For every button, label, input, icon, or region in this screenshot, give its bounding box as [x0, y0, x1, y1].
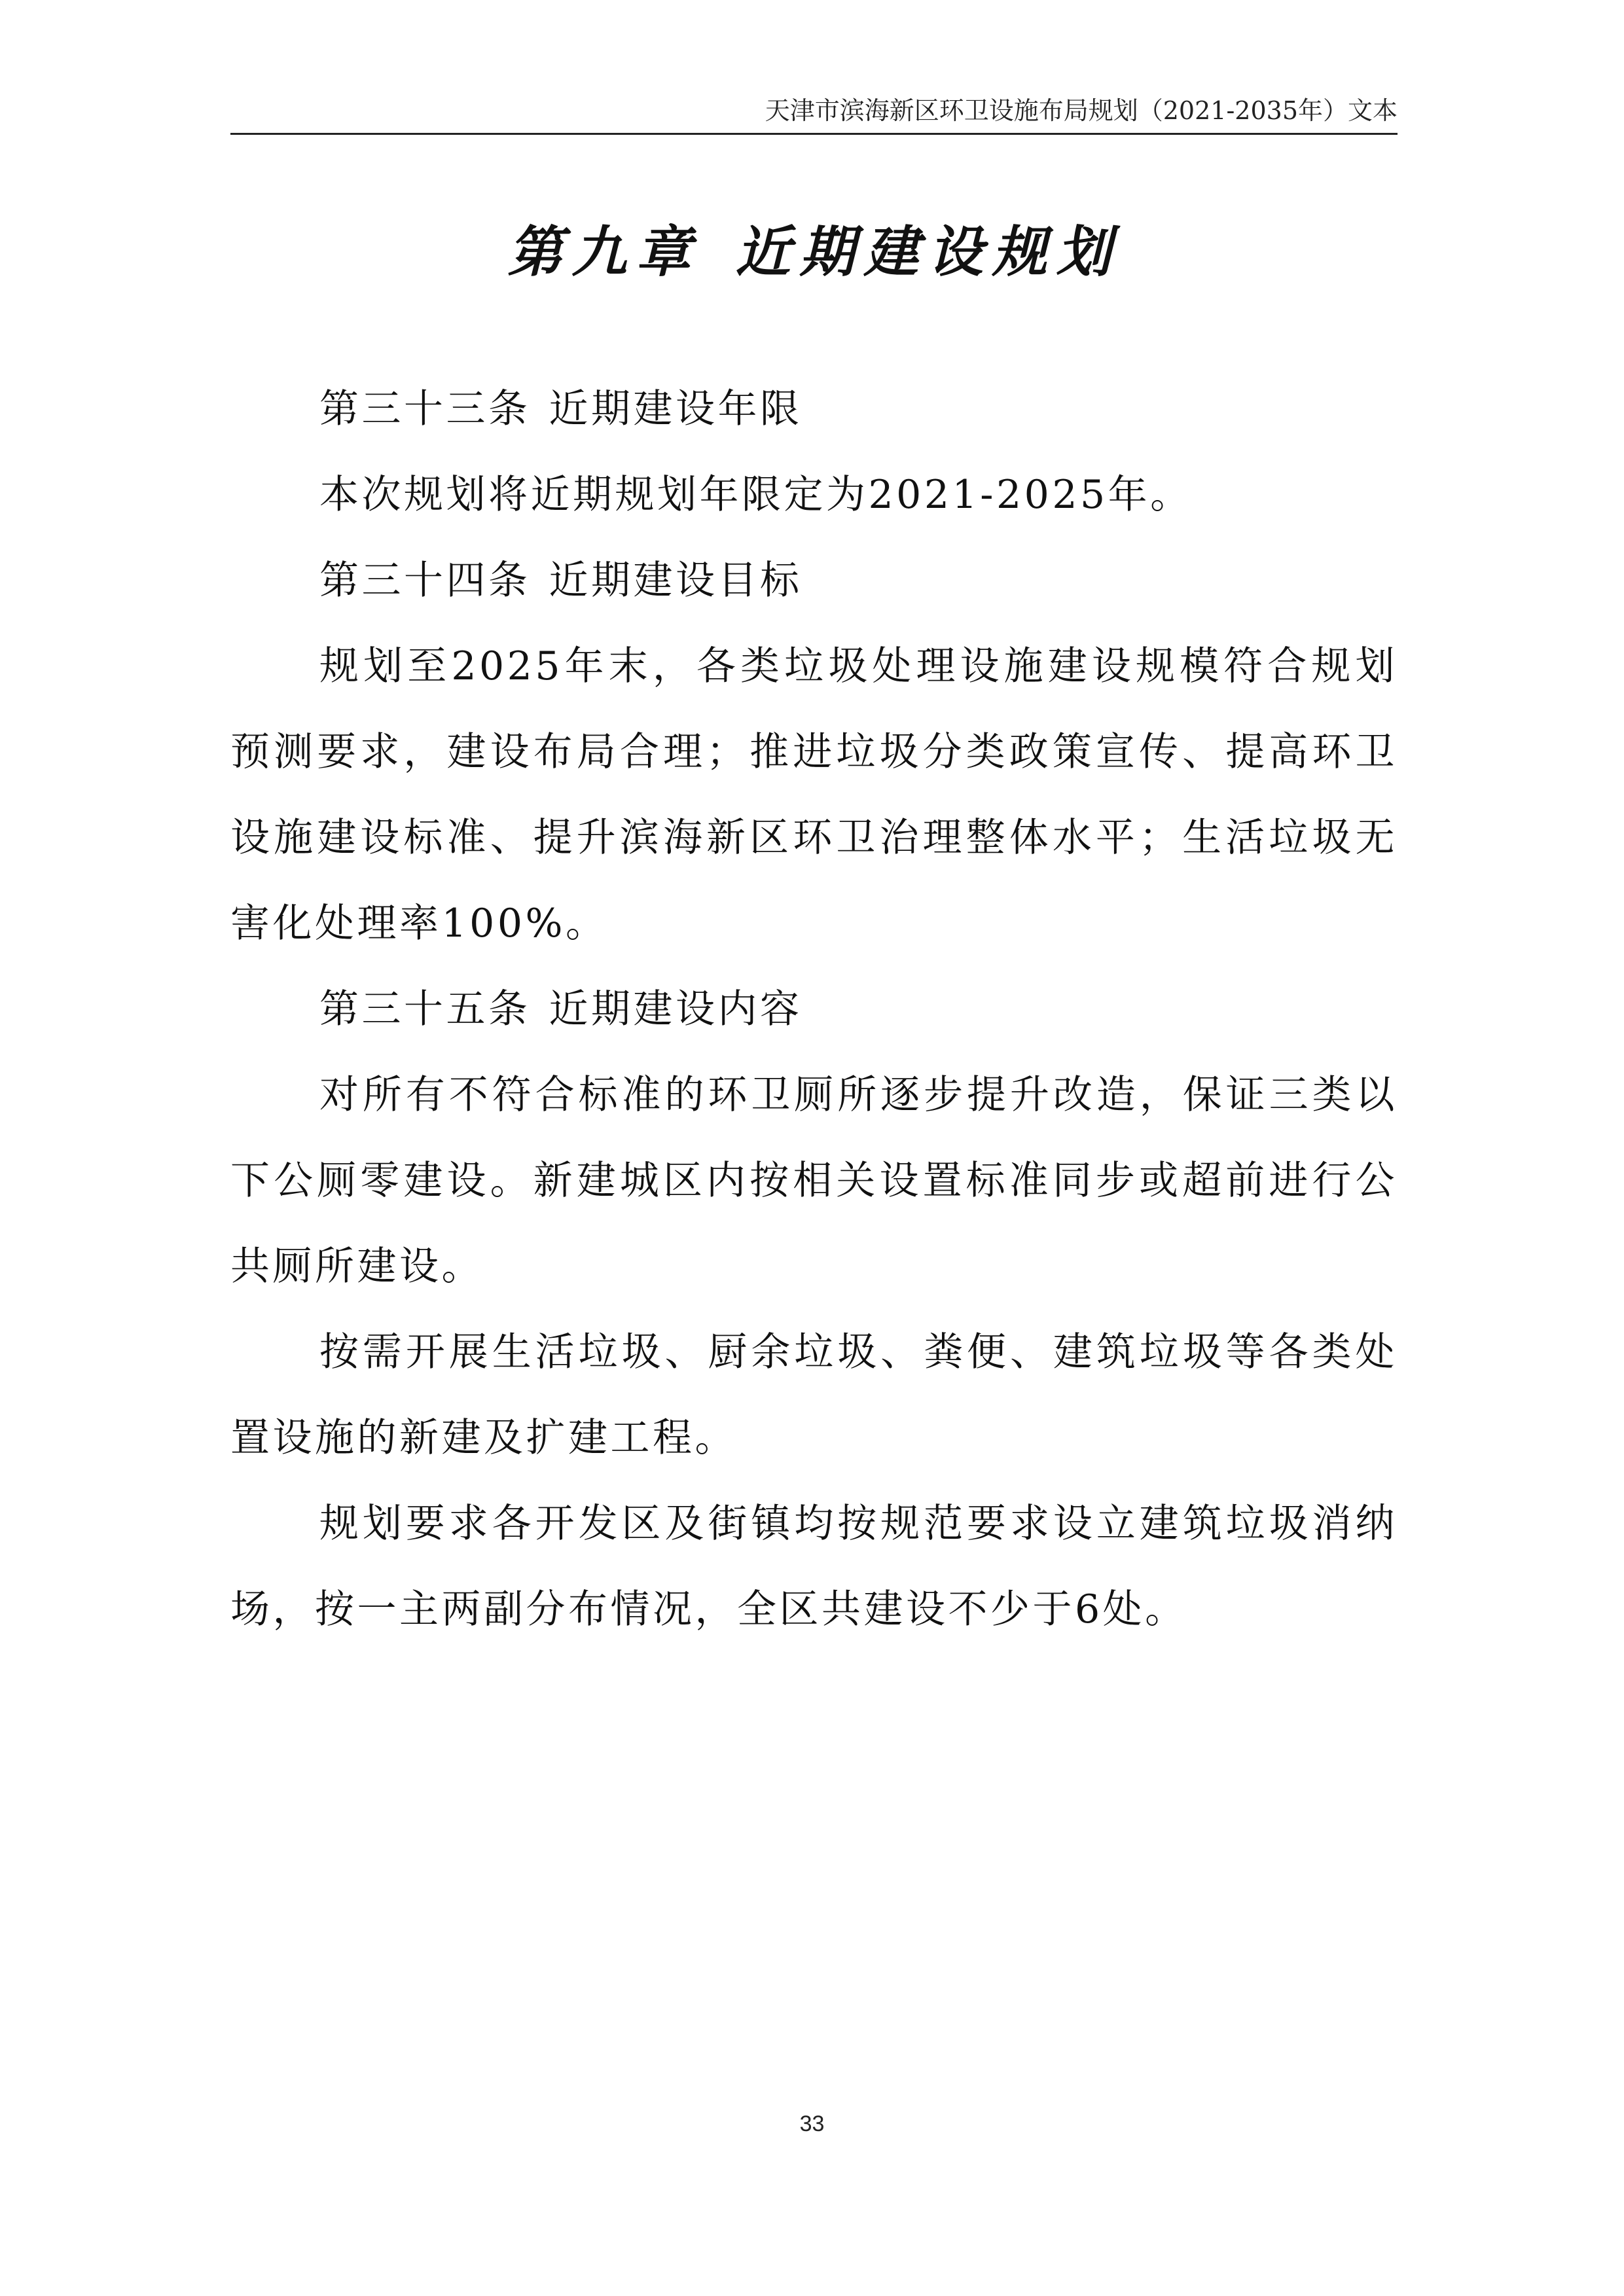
running-header: [230, 85, 1398, 135]
paragraph: 规划至2025年末，各类垃圾处理设施建设规模符合规划预测要求，建设布局合理；推进垃圾分类政策宣传、提高环卫设施建设标准、提升滨海新区环卫治理整体水平；生活垃圾无害化处理率100%。: [230, 643, 1398, 946]
paragraph: 按需开展生活垃圾、厨余垃圾、粪便、建筑垃圾等各类处置设施的新建及扩建工程。: [230, 1329, 1398, 1461]
article-number: 第三十四条: [319, 558, 531, 603]
article-number: 第三十五条: [319, 986, 531, 1032]
paragraph: 本次规划将近期规划年限定为2021-2025年。: [319, 472, 1193, 518]
article-heading: [230, 967, 1398, 1052]
article-title: 近期建设内容: [549, 986, 803, 1032]
article-35: [230, 967, 1398, 1653]
page-number: 33: [799, 2111, 825, 2136]
document-body: [230, 367, 1398, 1653]
article-33: [230, 367, 1398, 538]
article-heading: [230, 538, 1398, 624]
article-heading: [230, 367, 1398, 452]
paragraph: 对所有不符合标准的环卫厕所逐步提升改造，保证三类以下公厕零建设。新建城区内按相关设置标准同步或超前进行公共厕所建设。: [230, 1072, 1398, 1289]
article-title: 近期建设目标: [549, 558, 803, 603]
article-number: 第三十三条: [319, 386, 531, 432]
article-34: [230, 538, 1398, 967]
chapter-number: 第九章: [507, 219, 700, 284]
article-title: 近期建设年限: [549, 386, 803, 432]
header-title: 天津市滨海新区环卫设施布局规划（2021-2035年）文本: [765, 96, 1398, 125]
chapter-title: [230, 208, 1398, 287]
chapter-name: 近期建设规划: [735, 219, 1121, 284]
paragraph: 规划要求各开发区及街镇均按规范要求设立建筑垃圾消纳场，按一主两副分布情况，全区共建设不少于6处。: [230, 1501, 1398, 1632]
